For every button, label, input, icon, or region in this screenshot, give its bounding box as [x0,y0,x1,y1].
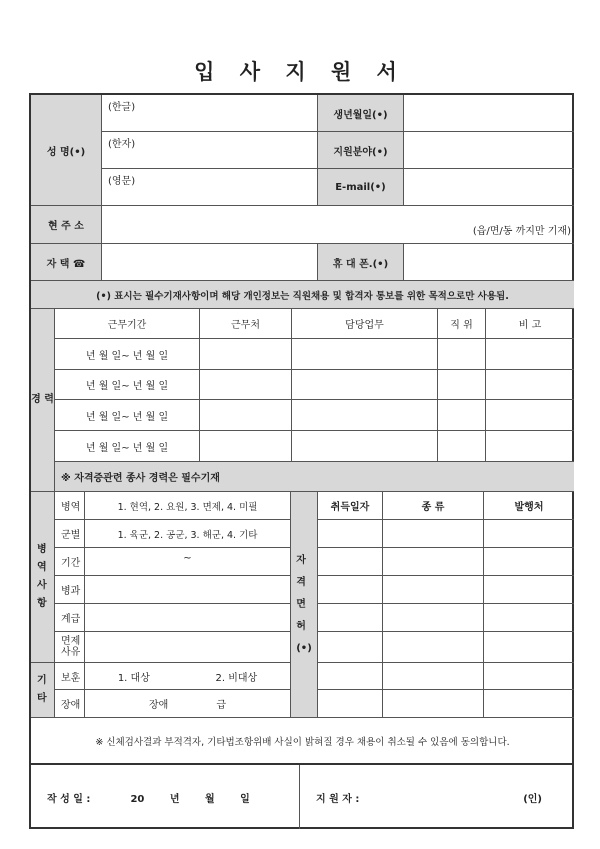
career-position-cell[interactable] [438,370,486,400]
license-date-cell[interactable] [318,690,383,718]
license-type-cell[interactable] [383,520,484,548]
military-exemption-label: 면제 사유 [55,632,85,663]
license-issuer-cell[interactable] [484,576,574,604]
career-header-period: 근무기간 [55,309,200,339]
form-title: 입 사 지 원 서 [194,60,406,84]
career-remarks-cell[interactable] [486,370,574,400]
birthdate-label: 생년월일(•) [318,95,404,132]
field-label: 지원분야(•) [318,132,404,169]
mobile-field[interactable] [404,244,574,281]
career-workplace-cell[interactable] [200,400,292,431]
career-header-workplace: 근무처 [200,309,292,339]
career-remarks-cell[interactable] [486,400,574,431]
license-issuer-cell[interactable] [484,520,574,548]
license-header-issuer: 발행처 [484,492,574,520]
license-type-cell[interactable] [383,663,484,690]
date-value[interactable]: 20 년 월 일 [130,793,250,805]
career-period-cell[interactable]: 년 월 일~ 년 월 일 [55,339,200,370]
other-section-label: 기 타 [31,663,55,718]
email-label: E-mail(•) [318,169,404,206]
license-date-cell[interactable] [318,604,383,632]
career-duties-cell[interactable] [292,400,438,431]
email-field[interactable] [404,169,574,206]
license-date-cell[interactable] [318,548,383,576]
address-label: 현 주 소 [31,206,102,244]
career-period-cell[interactable]: 년 월 일~ 년 월 일 [55,400,200,431]
military-status-label: 병역 [55,492,85,520]
license-issuer-cell[interactable] [484,604,574,632]
application-form [29,93,574,829]
career-position-cell[interactable] [438,431,486,462]
name-korean-field[interactable]: (한글) [102,95,318,132]
date-row [31,765,300,829]
license-issuer-cell[interactable] [484,663,574,690]
license-type-cell[interactable] [383,632,484,663]
career-workplace-cell[interactable] [200,339,292,370]
career-workplace-cell[interactable] [200,431,292,462]
veteran-option-2[interactable]: 2. 비대상 [215,672,258,684]
career-note: ※ 자격증관련 종사 경력은 필수기재 [55,462,574,492]
field-field[interactable] [404,132,574,169]
career-remarks-cell[interactable] [486,431,574,462]
disability-field[interactable] [85,690,291,718]
applicant-row [300,765,574,829]
mobile-label: 휴 대 폰.(•) [318,244,404,281]
license-date-cell[interactable] [318,632,383,663]
license-type-cell[interactable] [383,548,484,576]
military-section-label: 병 역 사 항 [31,492,55,663]
military-status-options[interactable]: 1. 현역, 2. 요원, 3. 면제, 4. 미필 [85,492,291,520]
license-type-cell[interactable] [383,604,484,632]
military-exemption-field[interactable] [85,632,291,663]
seal-mark[interactable]: (인) [523,793,542,805]
license-section-label: 자 격 면 허 (•) [291,492,318,718]
license-header-type: 종 류 [383,492,484,520]
military-period-field[interactable]: ~ [85,548,291,576]
address-note: (읍/면/동 까지만 기재) [472,226,571,237]
career-period-cell[interactable]: 년 월 일~ 년 월 일 [55,431,200,462]
license-date-cell[interactable] [318,663,383,690]
license-date-cell[interactable] [318,520,383,548]
veteran-options[interactable] [85,663,291,690]
disability-value: 장애 [149,700,169,711]
license-issuer-cell[interactable] [484,548,574,576]
disability-grade: 급 [216,700,226,711]
license-header-date: 취득일자 [318,492,383,520]
military-specialty-field[interactable] [85,576,291,604]
privacy-notice: (•) 표시는 필수기재사항이며 해당 개인정보는 직원채용 및 합격자 통보를 위한 목적으로만 사용됨. [31,281,574,309]
consent-statement: ※ 신체검사결과 부적격자, 기타법조항위배 사실이 밝혀질 경우 채용이 취소될 수 있음에 동의합니다. [31,718,574,765]
name-hanja-field[interactable]: (한자) [102,132,318,169]
career-position-cell[interactable] [438,400,486,431]
career-remarks-cell[interactable] [486,339,574,370]
applicant-label: 지 원 자 : [316,793,360,805]
home-phone-label: 자 택 ☎ [31,244,102,281]
military-branch-options[interactable]: 1. 육군, 2. 공군, 3. 해군, 4. 기타 [85,520,291,548]
career-header-remarks: 비 고 [486,309,574,339]
career-section-label: 경 력 [31,309,55,492]
career-duties-cell[interactable] [292,431,438,462]
date-label: 작 성 일 : [47,793,91,805]
career-duties-cell[interactable] [292,339,438,370]
career-workplace-cell[interactable] [200,370,292,400]
career-header-position: 직 위 [438,309,486,339]
career-header-duties: 담당업무 [292,309,438,339]
military-specialty-label: 병과 [55,576,85,604]
military-rank-field[interactable] [85,604,291,632]
disability-label: 장애 [55,690,85,718]
license-issuer-cell[interactable] [484,632,574,663]
license-type-cell[interactable] [383,690,484,718]
military-period-label: 기간 [55,548,85,576]
veteran-option-1[interactable]: 1. 대상 [117,672,150,684]
career-period-cell[interactable]: 년 월 일~ 년 월 일 [55,370,200,400]
military-branch-label: 군별 [55,520,85,548]
home-phone-field[interactable] [102,244,318,281]
address-field[interactable] [102,206,574,244]
name-english-field[interactable]: (영문) [102,169,318,206]
birthdate-field[interactable] [404,95,574,132]
military-rank-label: 계급 [55,604,85,632]
license-issuer-cell[interactable] [484,690,574,718]
license-type-cell[interactable] [383,576,484,604]
license-date-cell[interactable] [318,576,383,604]
veteran-label: 보훈 [55,663,85,690]
name-label: 성 명(•) [31,95,102,206]
career-duties-cell[interactable] [292,370,438,400]
career-position-cell[interactable] [438,339,486,370]
